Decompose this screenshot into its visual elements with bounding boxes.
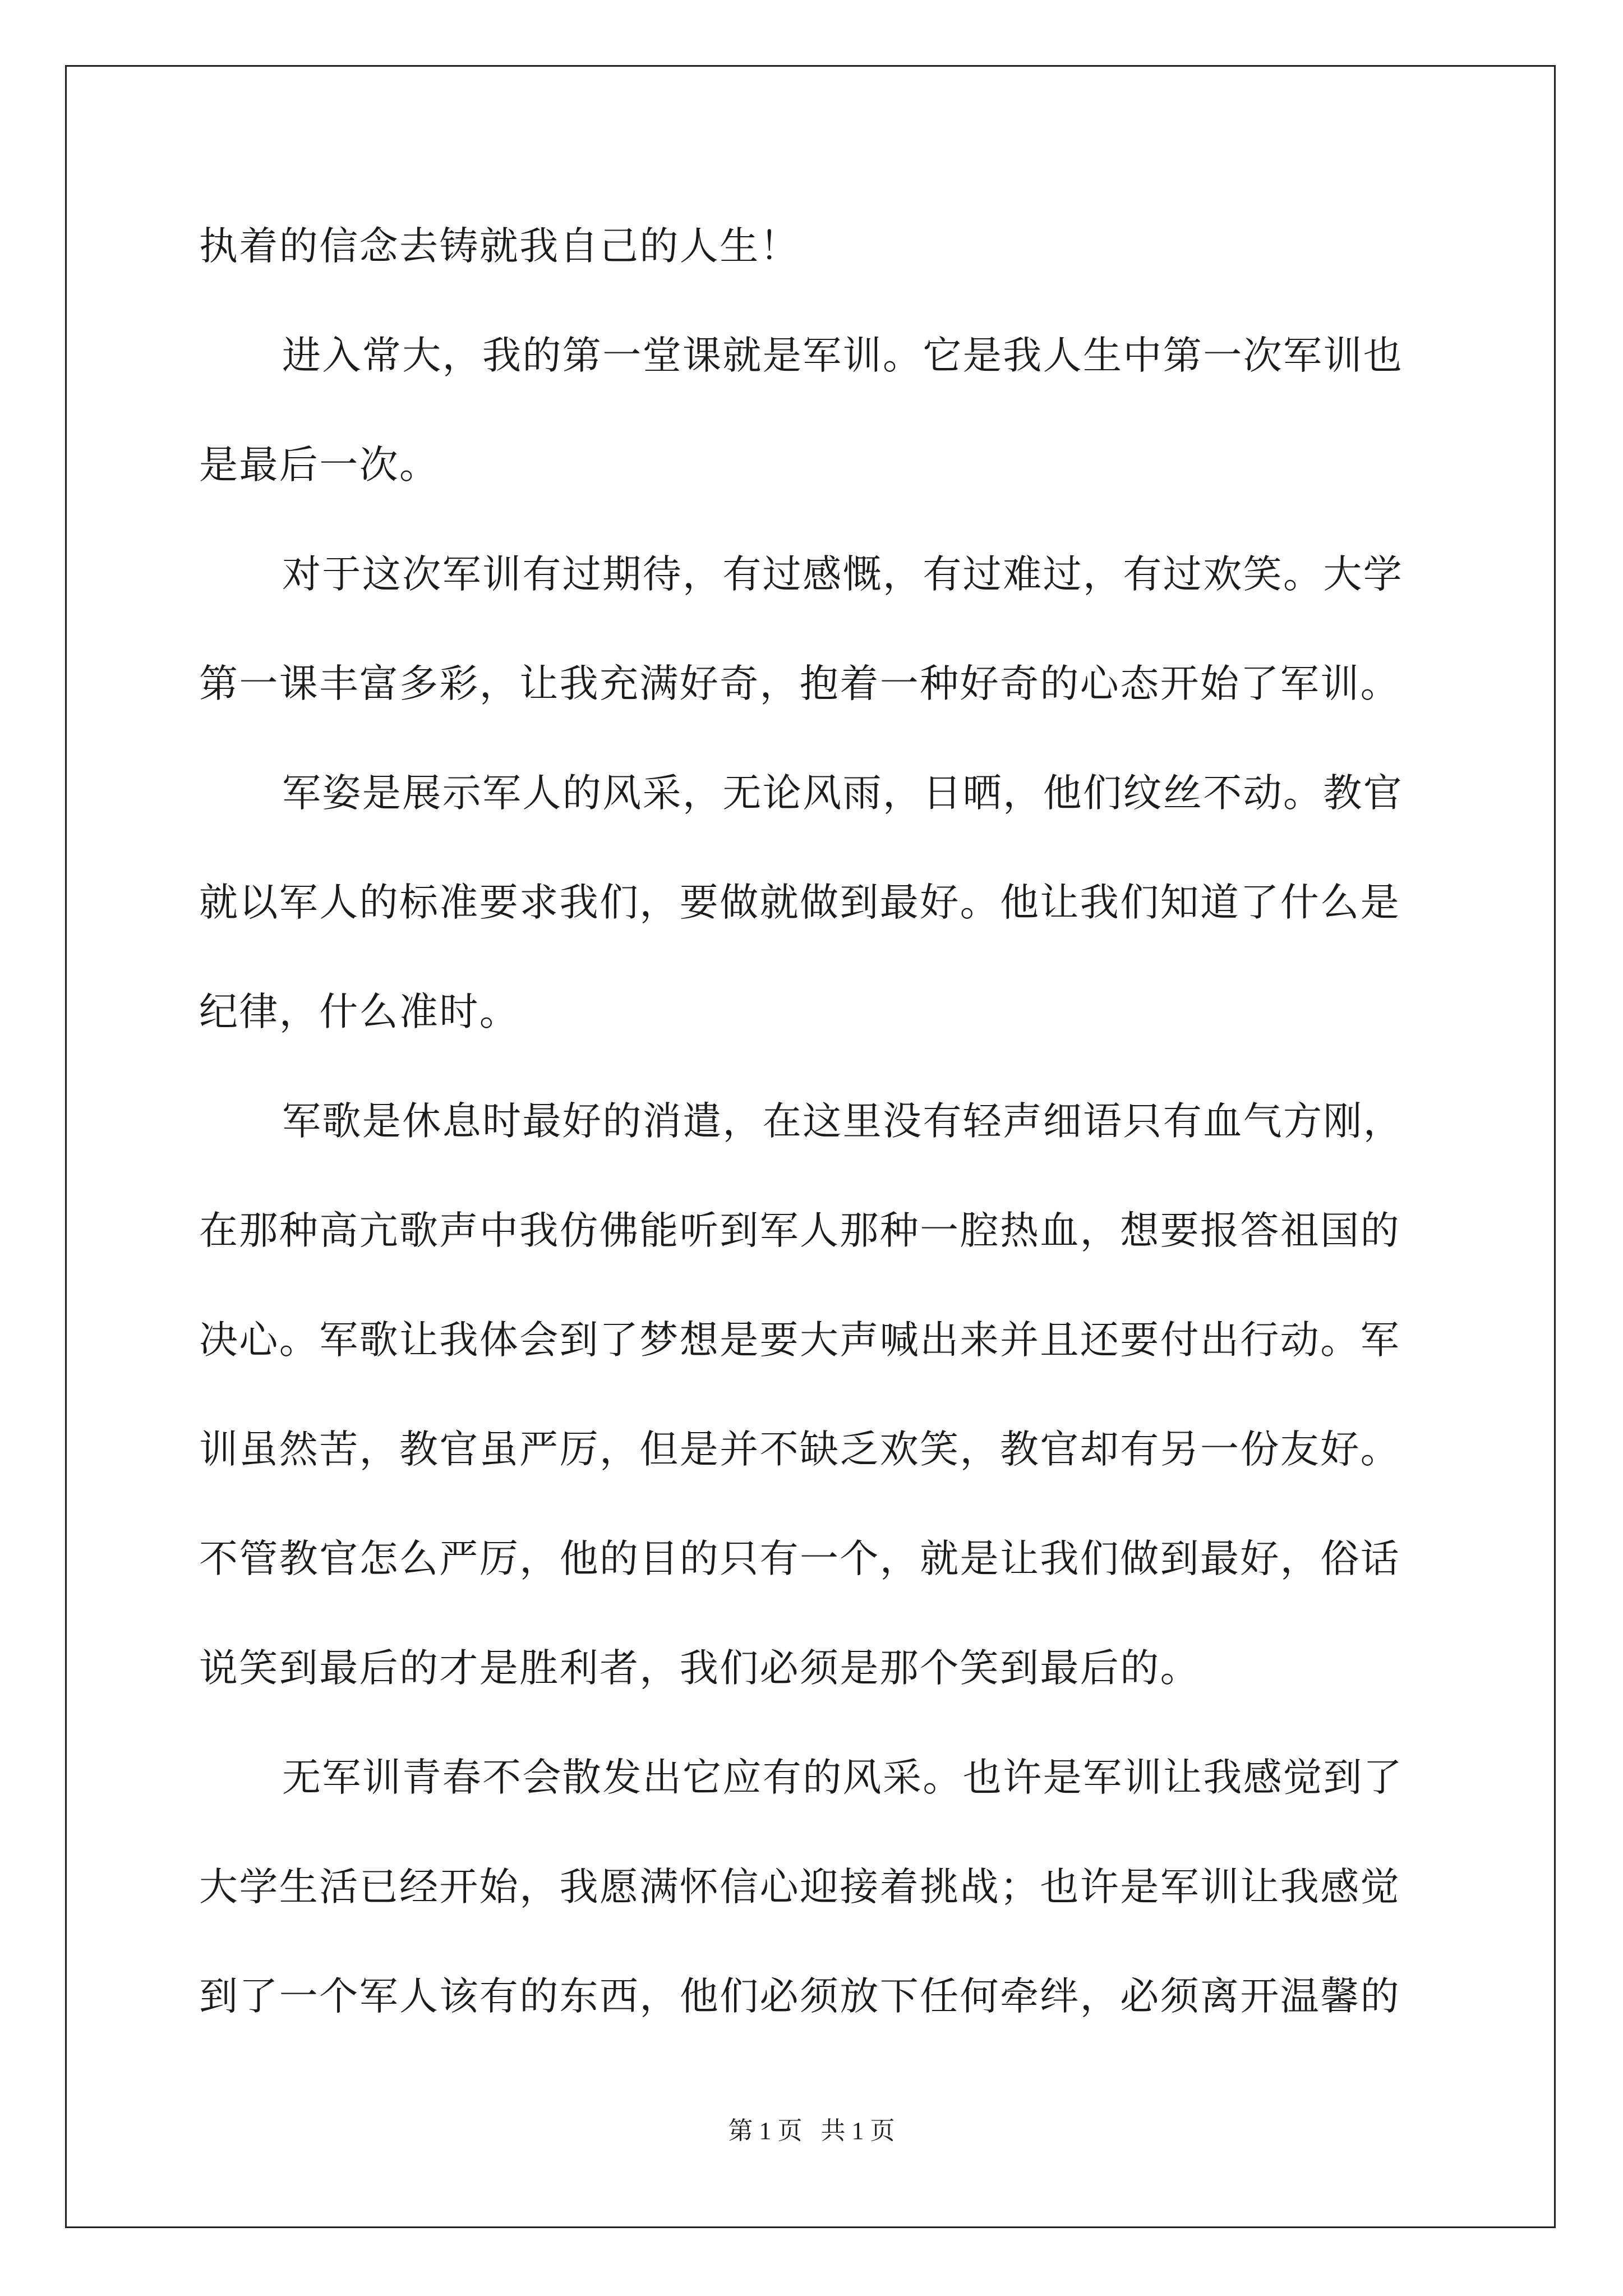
text-line: 决心。军歌让我体会到了梦想是要大声喊出来并且还要付出行动。军 (199, 1318, 1400, 1363)
text-line: 对于这次军训有过期待，有过感慨，有过难过，有过欢笑。大学 (282, 552, 1404, 597)
text-line: 就以军人的标准要求我们，要做就做到最好。他让我们知道了什么是 (199, 880, 1400, 925)
text-line: 军歌是休息时最好的消遣，在这里没有轻声细语只有血气方刚， (282, 1099, 1404, 1144)
text-line: 进入常大，我的第一堂课就是军训。它是我人生中第一次军训也 (282, 333, 1404, 378)
text-line: 执着的信念去铸就我自己的人生！ (199, 224, 800, 269)
text-line: 第一课丰富多彩，让我充满好奇，抱着一种好奇的心态开始了军训。 (199, 661, 1400, 706)
text-line: 纪律，什么准时。 (199, 990, 520, 1034)
page-number-footer: 第 1 页 共 1 页 (728, 2117, 895, 2145)
text-line: 大学生活已经开始，我愿满怀信心迎接着挑战；也许是军训让我感觉 (199, 1865, 1400, 1910)
text-line: 在那种高亢歌声中我仿佛能听到军人那种一腔热血，想要报答祖国的 (199, 1208, 1400, 1253)
text-line: 训虽然苦，教官虽严厉，但是并不缺乏欢笑，教官却有另一份友好。 (199, 1427, 1400, 1472)
text-line: 不管教官怎么严厉，他的目的只有一个，就是让我们做到最好，俗话 (199, 1536, 1400, 1581)
text-line: 到了一个军人该有的东西，他们必须放下任何牵绊，必须离开温馨的 (199, 1974, 1400, 2019)
text-line: 说笑到最后的才是胜利者，我们必须是那个笑到最后的。 (199, 1646, 1200, 1691)
text-line: 军姿是展示军人的风采，无论风雨，日晒，他们纹丝不动。教官 (282, 771, 1404, 816)
text-line: 无军训青春不会散发出它应有的风采。也许是军训让我感觉到了 (282, 1755, 1404, 1800)
text-line: 是最后一次。 (199, 443, 440, 487)
